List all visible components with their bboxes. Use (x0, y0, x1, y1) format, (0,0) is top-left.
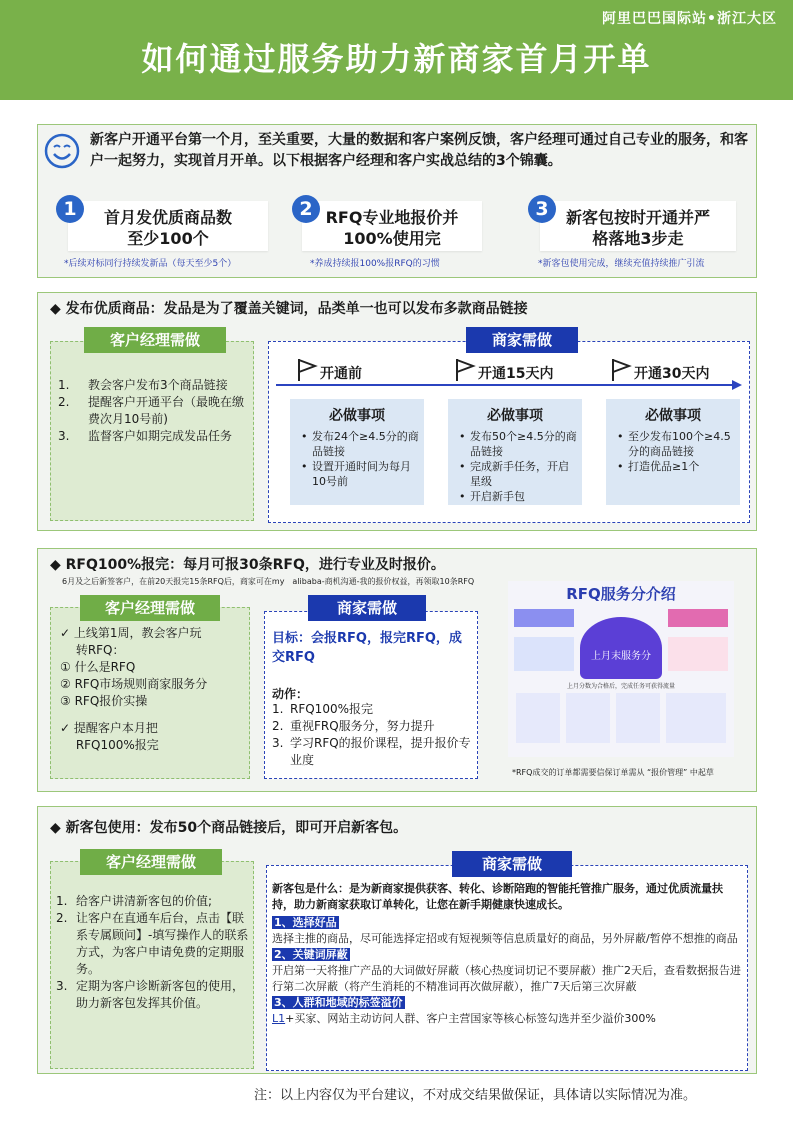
list-item: 3. 监督客户如期完成发品任务 (58, 429, 233, 443)
goal-card-3 (540, 201, 736, 251)
stage-card-2 (448, 399, 582, 505)
goal-line: 格落地3步走 (592, 229, 684, 248)
goal-line: 新客包按时开通并严 (565, 208, 710, 227)
flag-icon (610, 357, 632, 381)
step-heading: 2、关键词屏蔽 (274, 948, 348, 961)
list-item: 3. 学习RFQ的报价课程，提升报价专业度 (272, 736, 471, 767)
flag-icon (454, 357, 476, 381)
list-item: 1. 给客户讲清新客包的价值; (56, 894, 213, 908)
card-item: • 发布24个≥4.5分的商品链接 (312, 429, 420, 459)
infographic-card (566, 693, 610, 743)
goal-note-1: *后续对标同行持续发新品（每天至少5个） (64, 259, 237, 269)
goal-number-1: 1 (56, 195, 84, 223)
infographic-title: RFQ服务分介绍 (566, 585, 676, 603)
card-heading: 必做事项 (487, 408, 543, 424)
check-line: ✓ 提醒客户本月把 (60, 721, 158, 735)
flag-icon (296, 357, 318, 381)
section-subtitle: 6月及之后新签客户，在前20天报完15条RFQ后，商家可在my alibaba-商机沟通-我的报价权益，再领取10条RFQ (62, 577, 475, 586)
manager-checklist (60, 625, 248, 754)
check-line: 转RFQ： (60, 643, 125, 657)
smile-icon (44, 133, 80, 169)
merchant-content (272, 881, 742, 1027)
infographic-card (668, 637, 728, 671)
section-new-customer-pack (37, 806, 757, 1074)
manager-list (56, 893, 250, 1012)
card-heading: 必做事项 (329, 408, 385, 424)
goal-line: 100%使用完 (343, 229, 441, 248)
check-line: ✓ 上线第1周，教会客户玩 (60, 626, 202, 640)
card-heading: 必做事项 (645, 408, 701, 424)
merchant-label: 商家需做 (466, 327, 578, 353)
merchant-label: 商家需做 (308, 595, 426, 621)
section-title: ◆ 新客包使用：发布50个商品链接后，即可开启新客包。 (50, 820, 408, 836)
section-rfq (37, 548, 757, 792)
rfq-infographic (508, 581, 734, 757)
action-list (272, 701, 476, 769)
step-heading: 3、人群和地域的标签溢价 (274, 996, 403, 1009)
manager-label: 客户经理需做 (80, 595, 220, 621)
goal-card-1 (68, 201, 268, 251)
section-products (37, 292, 757, 531)
check-line: ③ RFQ报价实操 (60, 694, 148, 708)
list-item: 1. 教会客户发布3个商品链接 (58, 378, 228, 392)
merchant-label: 商家需做 (452, 851, 572, 877)
action-title: 动作： (272, 687, 309, 701)
header-banner (0, 0, 793, 100)
card-item: • 发布50个≥4.5分的商品链接 (470, 429, 578, 459)
card-item: • 至少发布100个≥4.5分的商品链接 (628, 429, 736, 459)
card-item: • 打造优品≥1个 (628, 459, 736, 474)
intro-text: 新客户开通平台第一个月，至关重要，大量的数据和客户案例反馈，客户经理可通过自己专业的服务，和客户一起努力，实现首月开单。以下根据客户经理和客户实战总结的3个锦囊。 (90, 132, 748, 169)
list-item: 2. 提醒客户开通平台（最晚在缴费次月10号前) (58, 395, 245, 426)
goal-number-3: 3 (528, 195, 556, 223)
manager-label: 客户经理需做 (84, 327, 226, 353)
step-heading: 1、选择好品 (274, 916, 337, 929)
infographic-center-label: 上月末服务分 (591, 651, 651, 662)
step-text: L1+买家、网站主动访问人群、客户主营国家等核心标签勾选并至少溢价300% (272, 1012, 656, 1025)
list-item: 1. RFQ100%报完 (272, 702, 373, 716)
goal-number-2: 2 (292, 195, 320, 223)
infographic-card (514, 609, 574, 627)
step-text: 选择主推的商品，尽可能选择定招或有短视频等信息质量好的商品，另外屏蔽/暂停不想推的商品 (272, 932, 738, 945)
card-item: • 设置开通时间为每月10号前 (312, 459, 420, 489)
stage-card-1 (290, 399, 424, 505)
stage-flag-1: 开通前 (296, 357, 362, 383)
infographic-card (666, 693, 726, 743)
infographic-card (514, 637, 574, 671)
infographic-footnote: *RFQ成交的订单都需要信保订单需从 “报价管理” 中起草 (512, 768, 714, 777)
stage-flag-2: 开通15天内 (454, 357, 553, 383)
list-item: 3. 定期为客户诊断新客包的使用，助力新客包发挥其价值。 (56, 979, 245, 1010)
section-title: ◆ RFQ100%报完：每月可报30条RFQ，进行专业及时报价。 (50, 557, 445, 573)
goal-line: 至少100个 (127, 229, 209, 248)
infographic-card (616, 693, 660, 743)
goal-note-2: *养成持续报100%报RFQ的习惯 (310, 259, 440, 269)
infographic-card (668, 609, 728, 627)
list-item: 2. 重视FRQ服务分，努力提升 (272, 719, 435, 733)
card-item: • 完成新手任务，开启星级 (470, 459, 578, 489)
check-line: ① 什么是RFQ (60, 660, 136, 674)
intro-box (37, 124, 757, 278)
list-item: 2. 让客户在直通车后台，点击【联系专属顾问】-填写操作人的联系方式，为客户申请免费的定期服务。 (56, 911, 249, 976)
goal-line: RFQ专业地报价并 (325, 208, 459, 227)
check-line: RFQ100%报完 (60, 738, 159, 752)
goal-line: 首月发优质商品数 (103, 208, 232, 227)
l1-link[interactable]: L1 (272, 1012, 286, 1025)
infographic-card (516, 693, 560, 743)
pack-description: 新客包是什么：是为新商家提供获客、转化、诊断陪跑的智能托管推广服务，通过优质流量扶持，助力新商家获取订单转化，让您在新手期健康快速成长。 (272, 882, 723, 911)
manager-list (58, 377, 250, 445)
goal-note-3: *新客包使用完成，继续充值持续推广引流 (538, 259, 705, 269)
brand-logo: 阿里巴巴国际站•浙江大区 (602, 11, 777, 27)
step-text: 开启第一天将推广产品的大词做好屏蔽（核心热度词切记不要屏蔽）推广2天后，查看数据报告进行第二次屏蔽（将产生消耗的不精准词再次做屏蔽），推广7天后第三次屏蔽 (272, 964, 741, 993)
rfq-goal: 目标：会报RFQ，报完RFQ，成交RFQ (272, 631, 462, 665)
infographic-caption: 上月分数为合格后，完成任务可获得流量 (566, 683, 675, 690)
manager-label: 客户经理需做 (80, 849, 222, 875)
stage-card-3 (606, 399, 740, 505)
check-line: ② RFQ市场规则商家服务分 (60, 677, 208, 691)
stage-flag-3: 开通30天内 (610, 357, 709, 383)
page-title: 如何通过服务助力新商家首月开单 (141, 40, 652, 78)
section-title: ◆ 发布优质商品：发品是为了覆盖关键词，品类单一也可以发布多款商品链接 (50, 301, 528, 317)
goal-card-2 (302, 201, 482, 251)
footer-note: 注：以上内容仅为平台建议，不对成交结果做保证，具体请以实际情况为准。 (254, 1088, 697, 1103)
card-item: • 开启新手包 (470, 489, 578, 504)
